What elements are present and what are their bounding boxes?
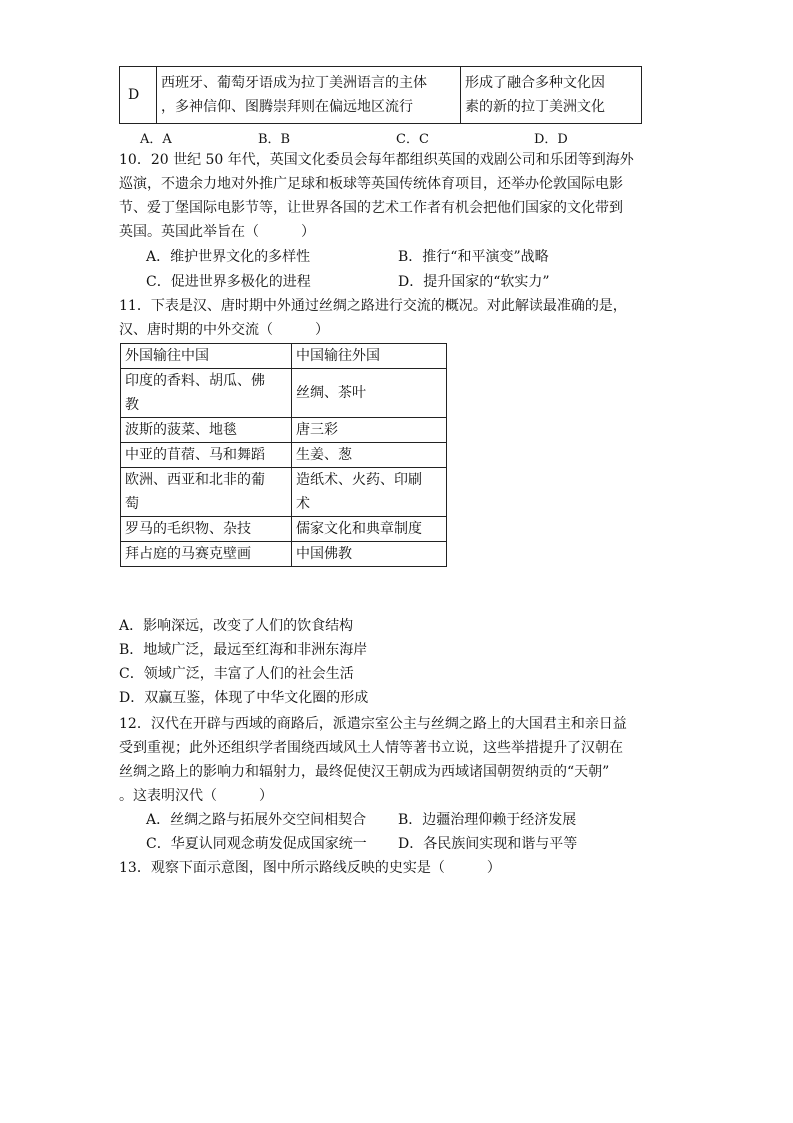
table-row: 中亚的苜蓿、马和舞蹈 生姜、葱 <box>121 443 447 468</box>
question-text: 节、爱丁堡国际电影节等，让世界各国的艺术工作者有机会把他们国家的文化带到 <box>119 200 623 216</box>
table-header-row <box>121 344 447 369</box>
option-b[interactable]: B．推行“和平演变”战略 <box>398 249 549 265</box>
option-d[interactable]: D．提升国家的“软实力” <box>398 274 550 290</box>
table-row <box>120 67 642 124</box>
table-row: 罗马的毛织物、杂技 儒家文化和典章制度 <box>121 517 447 542</box>
option-c[interactable]: C．领域广泛，丰富了人们的社会生活 <box>119 666 354 682</box>
question-text: 10．20 世纪 50 年代，英国文化委员会每年都组织英国的戏剧公司和乐团等到海外 <box>119 152 634 168</box>
option-b[interactable]: B．B <box>258 132 291 147</box>
table-row: 印度的香料、胡瓜、佛 教 丝绸、茶叶 <box>121 369 447 418</box>
question-12 <box>119 712 627 808</box>
option-a[interactable]: A．A <box>140 132 172 147</box>
question-text: 受到重视；此外还组织学者围绕西域风土人情等著书立说，这些举措提升了汉朝在 <box>119 740 623 756</box>
q11-options <box>119 614 368 710</box>
option-c[interactable]: C．促进世界多极化的进程 <box>146 274 311 290</box>
question-text: 英国。英国此举旨在（ ） <box>119 224 315 240</box>
table-cell: 西班牙、葡萄牙语成为拉丁美洲语言的主体 ，多神信仰、图腾崇拜则在偏远地区流行 <box>157 67 461 124</box>
question-text: 汉、唐时期的中外交流（ ） <box>119 322 329 338</box>
question-text: 11．下表是汉、唐时期中外通过丝绸之路进行交流的概况。对此解读最准确的是， <box>119 298 627 314</box>
table-row: 波斯的菠菜、地毯 唐三彩 <box>121 418 447 443</box>
table-row: 欧洲、西亚和北非的葡 萄 造纸术、火药、印刷 术 <box>121 468 447 517</box>
option-c[interactable]: C．华夏认同观念萌发促成国家统一 <box>146 836 367 852</box>
column-header: 中国输往外国 <box>292 344 447 369</box>
table-row: 拜占庭的马赛克壁画 中国佛教 <box>121 542 447 567</box>
option-d[interactable]: D．各民族间实现和谐与平等 <box>398 836 578 852</box>
question-11 <box>119 294 627 342</box>
option-c[interactable]: C．C <box>396 132 429 147</box>
silk-road-table <box>120 343 447 567</box>
option-d[interactable]: D．D <box>534 132 568 147</box>
column-header: 外国输往中国 <box>121 344 292 369</box>
question-text: 12．汉代在开辟与西域的商路后，派遣宗室公主与丝绸之路上的大国君主和亲日益 <box>119 716 627 732</box>
answer-options-table <box>119 66 642 124</box>
option-a[interactable]: A．影响深远，改变了人们的饮食结构 <box>119 618 354 634</box>
option-b[interactable]: B．边疆治理仰赖于经济发展 <box>398 812 577 828</box>
option-a[interactable]: A．丝绸之路与拓展外交空间相契合 <box>146 812 367 828</box>
option-d[interactable]: D．双赢互鉴，体现了中华文化圈的形成 <box>119 690 369 706</box>
question-text: 。这表明汉代（ ） <box>119 788 273 804</box>
table-cell: 形成了融合多种文化因 素的新的拉丁美洲文化 <box>461 67 642 124</box>
question-13: 13．观察下面示意图，图中所示路线反映的史实是（ ） <box>119 860 501 876</box>
question-text: 丝绸之路上的影响力和辐射力，最终促使汉王朝成为西域诸国朝贺纳贡的“天朝” <box>119 764 610 780</box>
row-label: D <box>120 67 157 124</box>
option-b[interactable]: B．地域广泛，最远至红海和非洲东海岸 <box>119 642 368 658</box>
q9-options <box>140 128 640 148</box>
question-text: 巡演，不遗余力地对外推广足球和板球等英国传统体育项目，还举办伦敦国际电影 <box>119 176 623 192</box>
option-a[interactable]: A．维护世界文化的多样性 <box>146 249 311 265</box>
question-10 <box>119 148 634 244</box>
